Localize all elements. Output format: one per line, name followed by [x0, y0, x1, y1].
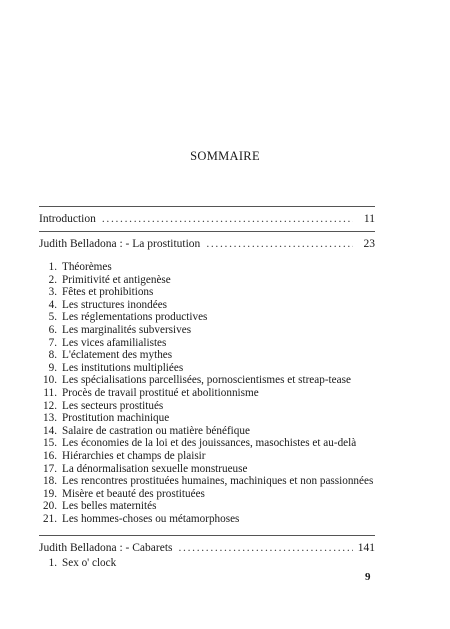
list-item — [39, 324, 384, 337]
list-item — [39, 513, 384, 526]
item-title: Salaire de castration ou matière bénéfique — [62, 424, 250, 437]
item-number: 13. — [43, 412, 57, 425]
list-item — [39, 500, 384, 513]
list-item — [39, 425, 384, 438]
item-title: Les vices afamilialistes — [62, 336, 167, 349]
toc-entry-cabarets — [39, 541, 375, 555]
item-number: 2. — [48, 273, 57, 286]
toc-entry-introduction — [39, 212, 375, 226]
list-item — [39, 437, 384, 450]
item-number: 16. — [43, 449, 57, 462]
item-number: 10. — [43, 374, 57, 387]
item-title: Primitivité et antigenèse — [62, 273, 171, 286]
item-number: 3. — [48, 286, 57, 299]
item-title: Théorèmes — [62, 261, 112, 273]
list-item — [39, 311, 384, 324]
item-title: Les réglementations productives — [62, 311, 208, 324]
item-number: 18. — [43, 475, 57, 488]
toc-entry-label: Introduction — [39, 213, 96, 225]
item-title: Sex o' clock — [62, 557, 117, 569]
toc-entry-label: Judith Belladona : - Cabarets — [39, 542, 173, 554]
item-title: Hiérarchies et champs de plaisir — [62, 449, 206, 462]
list-item — [39, 412, 384, 425]
item-title: L'éclatement des mythes — [62, 349, 173, 362]
page-title: SOMMAIRE — [190, 149, 260, 163]
item-number: 9. — [48, 361, 57, 374]
chapter-list-prostitution — [39, 261, 384, 525]
list-item — [39, 475, 384, 488]
leader-dots — [206, 237, 353, 251]
item-title: Misère et beauté des prostituées — [62, 487, 205, 500]
item-title: Les structures inondées — [62, 298, 168, 311]
page-number: 9 — [365, 571, 371, 583]
item-title: Les secteurs prostitués — [62, 399, 164, 412]
item-number: 19. — [43, 487, 57, 500]
chapter-list-cabarets — [39, 557, 384, 570]
item-title: Les spécialisations parcellisées, pornoscientismes et streap-tease — [62, 374, 351, 387]
toc-entry-page: 11 — [363, 213, 375, 225]
item-number: 6. — [48, 323, 57, 336]
leader-dots — [179, 541, 354, 555]
list-item — [39, 463, 384, 476]
item-number: 4. — [48, 298, 57, 311]
item-title: Les marginalités subversives — [62, 323, 192, 336]
list-item — [39, 274, 384, 287]
list-item — [39, 450, 384, 463]
item-title: Prostitution machinique — [62, 412, 170, 425]
list-item — [39, 349, 384, 362]
item-number: 17. — [43, 462, 57, 475]
item-number: 15. — [43, 437, 57, 450]
list-item — [39, 387, 384, 400]
item-title: Les belles maternités — [62, 500, 157, 513]
item-number: 21. — [43, 512, 57, 525]
list-item — [39, 337, 384, 350]
toc-entry-prostitution — [39, 237, 375, 251]
list-item — [39, 488, 384, 501]
divider — [39, 231, 375, 232]
item-title: Procès de travail prostitué et abolitionnisme — [62, 386, 259, 399]
item-number: 5. — [48, 311, 57, 324]
list-item — [39, 400, 384, 413]
item-number: 7. — [48, 336, 57, 349]
toc-entry-page: 141 — [357, 542, 375, 554]
list-item — [39, 286, 384, 299]
item-number: 12. — [43, 399, 57, 412]
item-number: 1. — [48, 557, 57, 569]
divider — [39, 206, 375, 207]
item-title: Les économies de la loi et des jouissances, masochistes et au-delà — [62, 437, 357, 450]
item-title: Fêtes et prohibitions — [62, 286, 154, 299]
item-number: 20. — [43, 500, 57, 513]
toc-entry-page: 23 — [363, 238, 375, 250]
list-item — [39, 261, 384, 274]
item-title: La dénormalisation sexuelle monstrueuse — [62, 462, 248, 475]
item-number: 11. — [43, 386, 57, 399]
item-number: 8. — [48, 349, 57, 362]
item-title: Les rencontres prostituées humaines, machiniques et non passionnées — [62, 475, 374, 488]
divider — [39, 535, 375, 536]
list-item — [39, 374, 384, 387]
item-title: Les institutions multipliées — [62, 361, 184, 374]
list-item — [39, 362, 384, 375]
item-number: 1. — [48, 261, 57, 273]
list-item — [39, 557, 384, 570]
item-title: Les hommes-choses ou métamorphoses — [62, 512, 240, 525]
toc-entry-label: Judith Belladona : - La prostitution — [39, 238, 201, 250]
leader-dots — [102, 212, 353, 226]
list-item — [39, 299, 384, 312]
item-number: 14. — [43, 424, 57, 437]
